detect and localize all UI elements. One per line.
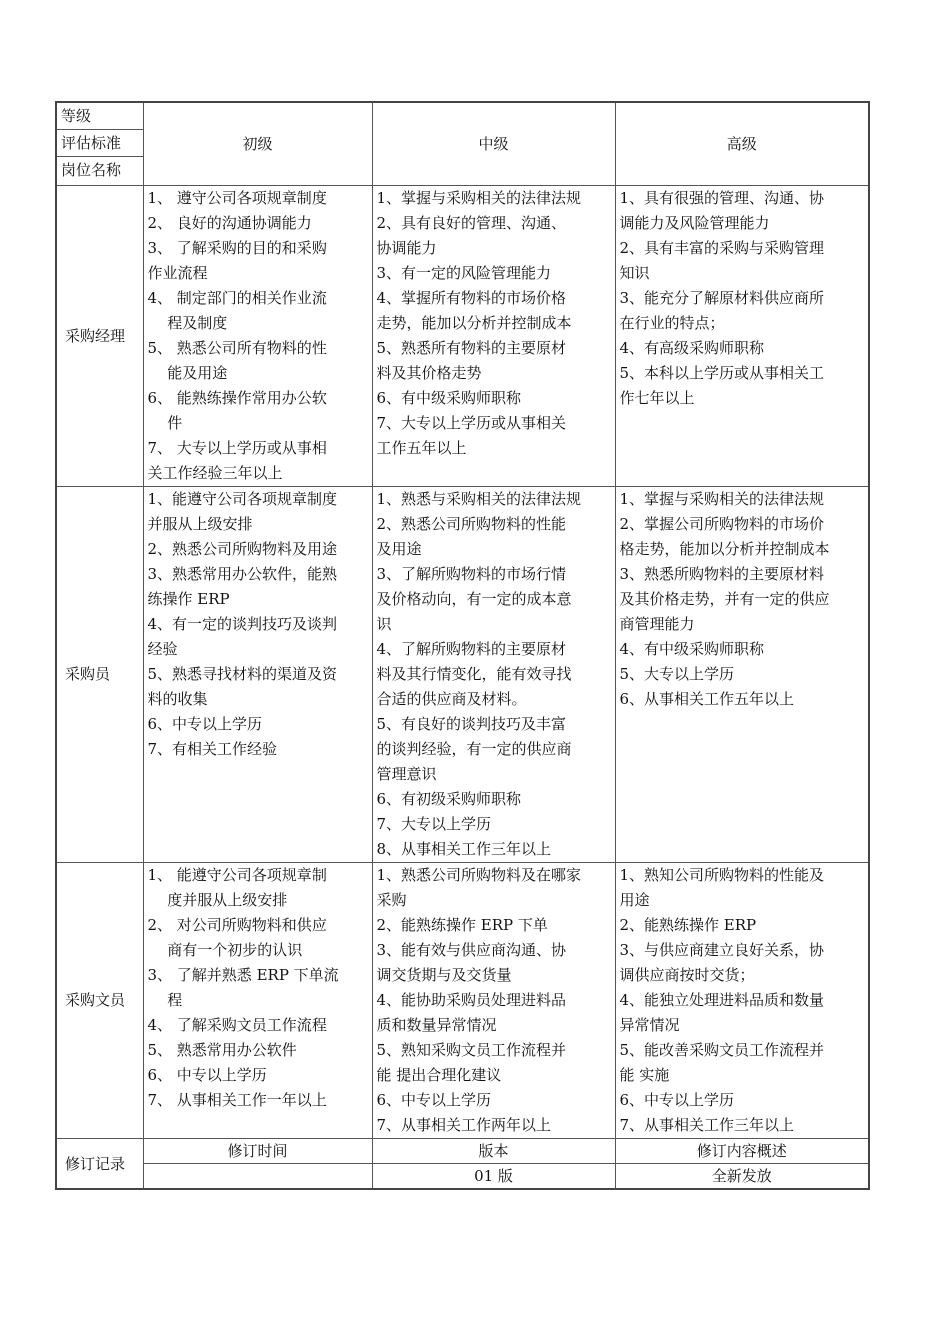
requirement-line: 协调能力 <box>376 239 437 257</box>
requirement-line: 在行业的特点； <box>619 314 725 332</box>
requirement-line: 2、 良好的沟通协调能力 <box>147 214 312 232</box>
requirement-cell-intermediate <box>372 487 615 863</box>
requirement-line: 6、有中级采购师职称 <box>376 389 522 407</box>
requirement-line: 采购 <box>376 891 407 909</box>
requirement-line: 5、能改善采购文员工作流程并 <box>619 1041 825 1059</box>
requirement-line: 7、 大专以上学历或从事相 <box>147 439 327 457</box>
requirement-line: 2、熟悉公司所购物料及用途 <box>147 540 338 558</box>
header-level-senior: 高级 <box>615 102 869 186</box>
requirement-line: 1、掌握与采购相关的法律法规 <box>376 189 582 207</box>
revision-version-value: 01 版 <box>372 1164 615 1190</box>
requirement-line: 及其价格走势，并有一定的供应 <box>619 590 830 608</box>
requirement-line: 7、 从事相关工作一年以上 <box>147 1091 327 1109</box>
requirement-line: 的谈判经验，有一定的供应商 <box>376 740 572 758</box>
requirement-line: 5、 熟悉常用办公软件 <box>147 1041 297 1059</box>
requirement-cell-senior <box>615 487 869 863</box>
requirement-line: 5、熟悉寻找材料的渠道及资 <box>147 665 338 683</box>
requirement-line: 1、 能遵守公司各项规章制 <box>147 866 327 884</box>
requirement-line: 3、 了解并熟悉 ERP 下单流 <box>147 966 339 984</box>
requirement-line: 7、从事相关工作两年以上 <box>376 1116 552 1134</box>
revision-time-value <box>143 1164 372 1190</box>
requirement-line: 经验 <box>147 640 178 658</box>
requirement-line: 3、了解所购物料的市场行情 <box>376 565 567 583</box>
requirement-line: 知识 <box>619 264 650 282</box>
header-level-label: 等级 <box>57 103 143 130</box>
requirement-line: 2、能熟练操作 ERP <box>619 916 757 934</box>
requirement-line: 7、大专以上学历 <box>376 815 492 833</box>
header-level-junior: 初级 <box>143 102 372 186</box>
requirement-cell-intermediate <box>372 186 615 487</box>
requirement-line: 1、具有很强的管理、沟通、协 <box>619 189 825 207</box>
header-criteria-label: 评估标准 <box>57 130 143 157</box>
requirement-line: 料的收集 <box>147 690 208 708</box>
requirement-line: 7、从事相关工作三年以上 <box>619 1116 795 1134</box>
requirement-line: 5、有良好的谈判技巧及丰富 <box>376 715 567 733</box>
revision-time-header: 修订时间 <box>143 1139 372 1164</box>
requirement-line: 3、能充分了解原材料供应商所 <box>619 289 825 307</box>
requirement-cell-junior <box>143 487 372 863</box>
requirement-line: 管理意识 <box>376 765 437 783</box>
table-row <box>56 186 869 487</box>
requirement-line: 2、能熟练操作 ERP 下单 <box>376 916 548 934</box>
revision-summary-header: 修订内容概述 <box>615 1139 869 1164</box>
requirement-cell-senior <box>615 863 869 1139</box>
requirement-line: 7、大专以上学历或从事相关 <box>376 414 567 432</box>
requirement-line: 4、 了解采购文员工作流程 <box>147 1016 327 1034</box>
header-position-label: 岗位名称 <box>61 161 122 179</box>
requirement-line: 作业流程 <box>147 264 208 282</box>
requirement-line: 4、有高级采购师职称 <box>619 339 765 357</box>
revision-entry-row <box>56 1164 869 1190</box>
requirement-line: 2、具有丰富的采购与采购管理 <box>619 239 825 257</box>
requirement-line: 走势，能加以分析并控制成本 <box>376 314 572 332</box>
header-level-intermediate: 中级 <box>372 102 615 186</box>
requirement-line: 5、熟悉所有物料的主要原材 <box>376 339 567 357</box>
requirement-line: 及用途 <box>376 540 422 558</box>
requirement-line: 5、熟知采购文员工作流程并 <box>376 1041 567 1059</box>
requirement-line: 1、能遵守公司各项规章制度 <box>147 490 338 508</box>
requirement-line: 格走势，能加以分析并控制成本 <box>619 540 830 558</box>
revision-header-row <box>56 1139 869 1164</box>
requirement-line: 1、熟悉与采购相关的法律法规 <box>376 490 582 508</box>
requirement-line: 4、能独立处理进料品质和数量 <box>619 991 825 1009</box>
requirement-line: 8、从事相关工作三年以上 <box>376 840 552 858</box>
requirement-cell-intermediate <box>372 863 615 1139</box>
requirement-line: 工作五年以上 <box>376 439 467 457</box>
requirement-line: 3、熟悉所购物料的主要原材料 <box>619 565 825 583</box>
requirement-line: 并服从上级安排 <box>147 515 253 533</box>
requirement-line: 作七年以上 <box>619 389 695 407</box>
requirement-line: 4、了解所购物料的主要原材 <box>376 640 567 658</box>
requirement-line: 商有一个初步的认识 <box>147 941 303 959</box>
requirement-line: 调能力及风险管理能力 <box>619 214 770 232</box>
requirement-line: 3、能有效与供应商沟通、协 <box>376 941 567 959</box>
requirement-line: 程及制度 <box>147 314 228 332</box>
requirement-line: 能 实施 <box>619 1066 670 1084</box>
requirement-line: 2、具有良好的管理、沟通、 <box>376 214 567 232</box>
position-name: 采购员 <box>56 487 143 863</box>
requirement-line: 4、能协助采购员处理进料品 <box>376 991 567 1009</box>
requirement-line: 1、熟知公司所购物料的性能及 <box>619 866 825 884</box>
requirement-line: 3、 了解采购的目的和采购 <box>147 239 327 257</box>
requirement-line: 4、掌握所有物料的市场价格 <box>376 289 567 307</box>
requirement-line: 用途 <box>619 891 650 909</box>
requirement-line: 异常情况 <box>619 1016 680 1034</box>
requirement-line: 件 <box>147 414 183 432</box>
requirement-line: 调供应商按时交货； <box>619 966 755 984</box>
requirement-line: 6、 能熟练操作常用办公软 <box>147 389 327 407</box>
requirement-line: 关工作经验三年以上 <box>147 464 283 482</box>
requirement-line: 6、有初级采购师职称 <box>376 790 522 808</box>
requirement-line: 4、有中级采购师职称 <box>619 640 765 658</box>
requirement-line: 料及其价格走势 <box>376 364 482 382</box>
requirement-line: 4、有一定的谈判技巧及谈判 <box>147 615 338 633</box>
position-name: 采购文员 <box>56 863 143 1139</box>
requirement-line: 6、 中专以上学历 <box>147 1066 267 1084</box>
revision-version-header: 版本 <box>372 1139 615 1164</box>
requirement-line: 3、有一定的风险管理能力 <box>376 264 552 282</box>
requirement-line: 商管理能力 <box>619 615 695 633</box>
requirement-line: 2、掌握公司所购物料的市场价 <box>619 515 825 533</box>
requirement-line: 5、本科以上学历或从事相关工 <box>619 364 825 382</box>
position-requirements-table <box>55 101 870 1190</box>
requirement-line: 4、 制定部门的相关作业流 <box>147 289 327 307</box>
table-header-row <box>56 102 869 186</box>
requirement-line: 1、掌握与采购相关的法律法规 <box>619 490 825 508</box>
requirement-line: 料及其行情变化，能有效寻找 <box>376 665 572 683</box>
requirement-line: 6、中专以上学历 <box>147 715 263 733</box>
requirement-line: 调交货期与及交货量 <box>376 966 512 984</box>
revision-summary-value: 全新发放 <box>615 1164 869 1190</box>
revision-label: 修订记录 <box>56 1139 143 1190</box>
requirement-line: 3、与供应商建立良好关系，协 <box>619 941 825 959</box>
header-corner-cell <box>56 102 143 186</box>
requirement-line: 度并服从上级安排 <box>147 891 288 909</box>
requirement-line: 2、 对公司所购物料和供应 <box>147 916 327 934</box>
requirement-line: 6、中专以上学历 <box>376 1091 492 1109</box>
requirement-line: 及价格动向，有一定的成本意 <box>376 590 572 608</box>
requirement-line: 练操作 ERP <box>147 590 230 608</box>
requirement-line: 合适的供应商及材料。 <box>376 690 527 708</box>
requirement-line: 6、中专以上学历 <box>619 1091 735 1109</box>
requirement-line: 1、熟悉公司所购物料及在哪家 <box>376 866 582 884</box>
requirement-line: 识 <box>376 615 392 633</box>
requirement-line: 6、从事相关工作五年以上 <box>619 690 795 708</box>
requirement-line: 1、 遵守公司各项规章制度 <box>147 189 327 207</box>
requirement-line: 程 <box>147 991 183 1009</box>
requirement-line: 2、熟悉公司所购物料的性能 <box>376 515 567 533</box>
requirement-line: 5、 熟悉公司所有物料的性 <box>147 339 327 357</box>
requirement-line: 3、熟悉常用办公软件，能熟 <box>147 565 338 583</box>
requirement-line: 7、有相关工作经验 <box>147 740 278 758</box>
requirement-line: 能 提出合理化建议 <box>376 1066 502 1084</box>
requirement-line: 质和数量异常情况 <box>376 1016 497 1034</box>
requirement-cell-senior <box>615 186 869 487</box>
requirement-line: 能及用途 <box>147 364 228 382</box>
requirement-line: 5、大专以上学历 <box>619 665 735 683</box>
requirement-cell-junior <box>143 863 372 1139</box>
position-name: 采购经理 <box>56 186 143 487</box>
table-row <box>56 487 869 863</box>
table-row <box>56 863 869 1139</box>
requirement-cell-junior <box>143 186 372 487</box>
